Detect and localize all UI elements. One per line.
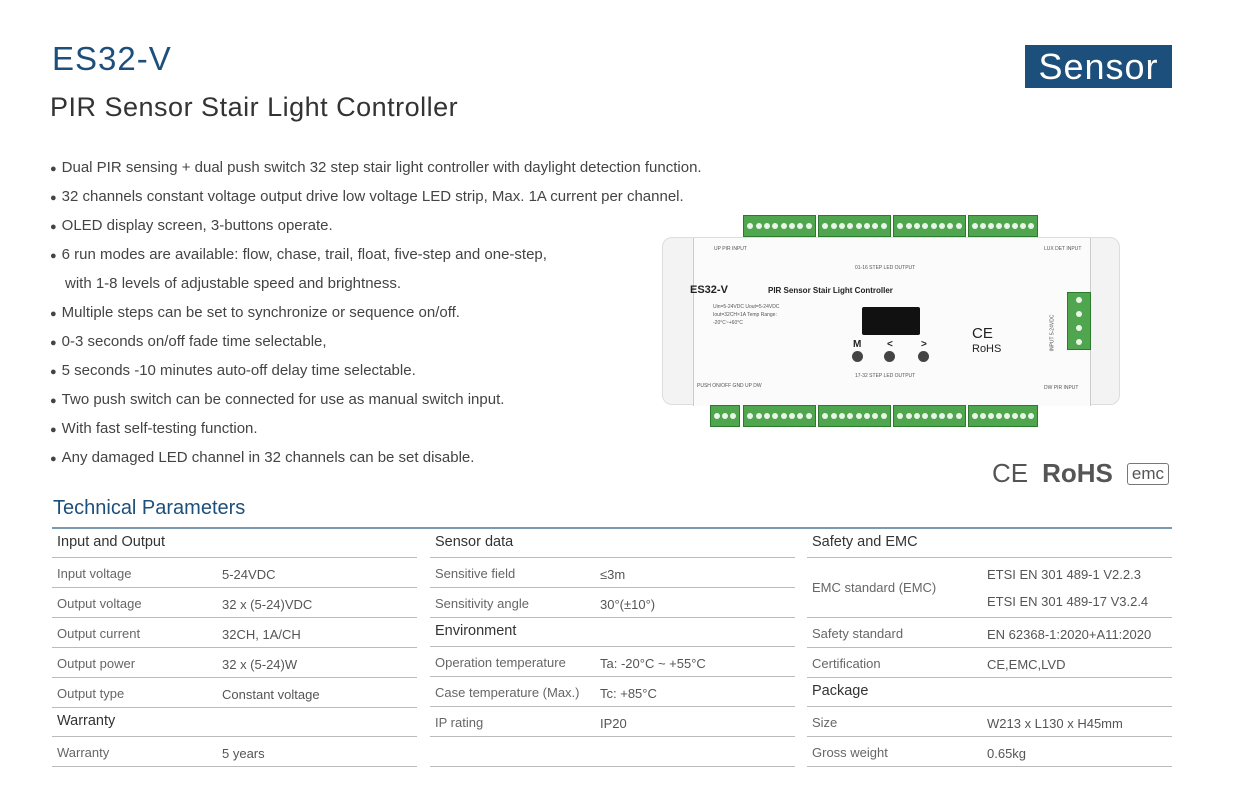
terminal-block bbox=[743, 405, 816, 427]
param-label: Gross weight bbox=[812, 745, 888, 760]
feature-item: ● 0-3 seconds on/off fade time selectable, bbox=[50, 328, 702, 357]
table-row bbox=[430, 558, 795, 588]
terminal-block bbox=[968, 405, 1038, 427]
table-section-header bbox=[430, 618, 795, 647]
table-section-header bbox=[52, 529, 417, 558]
param-value: 32 x (5-24)W bbox=[222, 657, 298, 672]
table-row bbox=[52, 678, 417, 708]
rohs-logo: RoHS bbox=[1042, 458, 1113, 488]
terminal-block bbox=[710, 405, 740, 427]
param-label: IP rating bbox=[435, 715, 484, 730]
param-label: Safety and EMC bbox=[812, 534, 918, 550]
product-subtitle: PIR Sensor Stair Light Controller bbox=[50, 92, 459, 122]
table-section-header bbox=[807, 529, 1172, 558]
param-label: Sensitive field bbox=[435, 566, 516, 581]
terminal-block bbox=[968, 215, 1038, 237]
table-section-header bbox=[430, 529, 795, 558]
input-label: INPUT 5-24VDC bbox=[1049, 314, 1056, 352]
table-row bbox=[807, 618, 1172, 648]
button-label-m: M bbox=[853, 339, 862, 350]
section-title: Technical Parameters bbox=[53, 497, 246, 519]
table-row bbox=[430, 647, 795, 677]
feature-list bbox=[50, 154, 702, 473]
param-value: IP20 bbox=[600, 716, 627, 731]
device-ce-mark: CE bbox=[972, 325, 993, 342]
params-column-1 bbox=[52, 529, 417, 767]
oled-display bbox=[862, 307, 920, 335]
feature-item: ● Any damaged LED channel in 32 channels can be set disable. bbox=[50, 444, 702, 473]
table-row bbox=[807, 558, 1172, 618]
param-label: Case temperature (Max.) bbox=[435, 685, 580, 700]
dw-pir-label: DW PIR INPUT bbox=[1044, 385, 1079, 391]
param-value: 32CH, 1A/CH bbox=[222, 627, 301, 642]
param-value: 5 years bbox=[222, 746, 265, 761]
param-value: EN 62368-1:2020+A11:2020 bbox=[987, 627, 1152, 642]
param-value: 32 x (5-24)VDC bbox=[222, 597, 313, 612]
table-row bbox=[52, 588, 417, 618]
feature-item: ● OLED display screen, 3-buttons operate. bbox=[50, 212, 702, 241]
param-label: Input voltage bbox=[57, 566, 132, 581]
lux-label: LUX DET INPUT bbox=[1044, 246, 1082, 252]
param-label: Warranty bbox=[57, 713, 116, 729]
table-row bbox=[430, 588, 795, 618]
device-specs: Uin=5-24VDC Uout=5-24VDC Iout=32CH×1A Temp Range: -20°C~+60°C bbox=[713, 304, 780, 326]
device-button-left bbox=[884, 351, 895, 362]
terminal-block bbox=[818, 215, 891, 237]
terminal-block bbox=[893, 405, 966, 427]
param-value: 30°(±10°) bbox=[600, 597, 656, 612]
param-value: W213 x L130 x H45mm bbox=[987, 716, 1123, 731]
table-row bbox=[807, 648, 1172, 678]
param-value: ETSI EN 301 489-1 V2.2.3 bbox=[987, 567, 1141, 582]
params-column-2 bbox=[430, 529, 795, 767]
certification-logos bbox=[992, 458, 1169, 489]
param-label: Output current bbox=[57, 626, 141, 641]
table-row bbox=[430, 707, 795, 737]
up-pir-label: UP PIR INPUT bbox=[714, 246, 747, 252]
feature-item: ● 6 run modes are available: flow, chase, trail, float, five-step and one-step, bbox=[50, 241, 702, 270]
param-label: Sensor data bbox=[435, 534, 514, 550]
params-column-3 bbox=[807, 529, 1172, 767]
feature-item: ● With fast self-testing function. bbox=[50, 415, 702, 444]
table-row bbox=[807, 737, 1172, 767]
table-row bbox=[52, 618, 417, 648]
device-description: PIR Sensor Stair Light Controller bbox=[768, 286, 893, 295]
push-label: PUSH ON/OFF GND UP DW bbox=[697, 383, 762, 389]
param-label: Sensitivity angle bbox=[435, 596, 529, 611]
feature-item: with 1-8 levels of adjustable speed and brightness. bbox=[65, 275, 402, 292]
bottom-output-label: 17-32 STEP LED OUTPUT bbox=[855, 373, 916, 379]
table-row bbox=[430, 737, 795, 767]
param-label: Warranty bbox=[57, 745, 110, 760]
param-label: Size bbox=[812, 715, 838, 730]
param-value: Constant voltage bbox=[222, 687, 320, 702]
device-button-m bbox=[852, 351, 863, 362]
terminal-block bbox=[893, 215, 966, 237]
device-model-label: ES32-V bbox=[690, 284, 728, 296]
button-label-right: > bbox=[921, 339, 927, 350]
param-label: Safety standard bbox=[812, 626, 904, 641]
param-value: 0.65kg bbox=[987, 746, 1027, 761]
param-label: EMC standard (EMC) bbox=[812, 580, 937, 595]
feature-item: ● Two push switch can be connected for use as manual switch input. bbox=[50, 386, 702, 415]
table-row bbox=[52, 737, 417, 767]
table-section-header bbox=[807, 678, 1172, 707]
feature-item: ● Multiple steps can be set to synchronize or sequence on/off. bbox=[50, 299, 702, 328]
table-row bbox=[430, 677, 795, 707]
model-title: ES32-V bbox=[52, 40, 172, 77]
terminal-block bbox=[818, 405, 891, 427]
device-rohs-mark: RoHS bbox=[972, 343, 1002, 355]
table-row bbox=[807, 707, 1172, 737]
param-label: Operation temperature bbox=[435, 655, 566, 670]
param-label: Environment bbox=[435, 623, 517, 639]
table-row bbox=[52, 558, 417, 588]
feature-item: ● 5 seconds -10 minutes auto-off delay time selectable. bbox=[50, 357, 702, 386]
param-label: Package bbox=[812, 683, 869, 699]
param-label: Output type bbox=[57, 686, 125, 701]
emc-logo: emc bbox=[1127, 463, 1169, 485]
category-badge: Sensor bbox=[1025, 45, 1172, 88]
param-label: Output power bbox=[57, 656, 136, 671]
terminal-block bbox=[743, 215, 816, 237]
top-output-label: 01-16 STEP LED OUTPUT bbox=[855, 265, 916, 271]
param-value: 5-24VDC bbox=[222, 567, 276, 582]
param-label: Certification bbox=[812, 656, 881, 671]
device-button-right bbox=[918, 351, 929, 362]
table-row bbox=[52, 648, 417, 678]
button-label-left: < bbox=[887, 339, 893, 350]
feature-item: ● 32 channels constant voltage output drive low voltage LED strip, Max. 1A current per channel. bbox=[50, 183, 702, 212]
param-label: Output voltage bbox=[57, 596, 142, 611]
param-value: ≤3m bbox=[600, 567, 626, 582]
param-value: CE,EMC,LVD bbox=[987, 657, 1066, 672]
feature-item: ● Dual PIR sensing + dual push switch 32 step stair light controller with daylight detection function. bbox=[50, 154, 702, 183]
param-label: Input and Output bbox=[57, 534, 166, 550]
param-value: Ta: -20°C ~ +55°C bbox=[600, 656, 706, 671]
table-section-header bbox=[52, 708, 417, 737]
param-value: Tc: +85°C bbox=[600, 686, 657, 701]
ce-logo: CE bbox=[992, 458, 1029, 488]
param-value: ETSI EN 301 489-17 V3.2.4 bbox=[987, 594, 1149, 609]
terminal-block bbox=[1067, 292, 1091, 350]
